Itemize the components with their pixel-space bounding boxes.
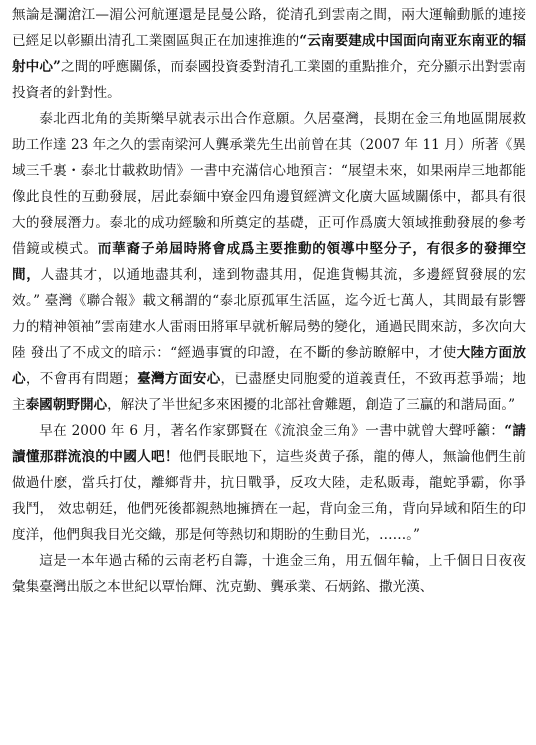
paragraph-2-bold-leaders: 而華裔子弟屆時將會成爲主要推動的領導中堅分子，有很多的發揮空間， bbox=[12, 241, 527, 283]
paragraph-2-bold-taiwan: 臺灣方面安心 bbox=[136, 371, 221, 387]
paragraph-1-bold-quote: “云南要建成中国面向南亚东南亚的辐射中心” bbox=[12, 33, 527, 75]
paragraph-1-text-end: 之間的呼應關係，而泰國投資委對清孔工業園的重點推介，充分顯示出對雲南投資者的針對性。 bbox=[12, 59, 527, 101]
paragraph-2-text-end: ，解決了半世紀多來困擾的北部社會難題，創造了三贏的和諧局面。” bbox=[107, 397, 516, 413]
paragraph-3-text: 早在 2000 年 6 月，著名作家鄧賢在《流浪金三角》一書中就曾大聲呼籲： bbox=[39, 423, 505, 439]
paragraph-1 bbox=[12, 2, 526, 106]
paragraph-3 bbox=[12, 418, 526, 548]
paragraph-1-text: 無論是瀾滄江—湄公河航運還是昆曼公路，從清孔到雲南之間，兩大運輸動脈的連接已經足以彰顯出清孔工業園區與正在加速推進的 bbox=[12, 7, 526, 49]
paragraph-3-text-end: 他們長眠地下，這些炎黄子孫，龍的傳人，無論他們生前做過什麽，當兵打仗，離鄉背井，抗日戰爭，反攻大陸，走私販毒，龍蛇爭霸，你爭我鬥， 效忠朝廷，他們死後都親熱地擁擠在一起，背向金三角，背向异域和陌生的印度洋，他們與我目光交織，那是何等熱切和期盼的生動目光，……。” bbox=[12, 449, 527, 543]
paragraph-2-text-middle: 人盡其才，以通地盡其利，達到物盡其用，促進貨暢其流，多邊經貿發展的宏效。” 臺灣《聯合報》載文稱謂的“泰北原孤軍生活區，迄今近七萬人，其間最有影響力的精神領袖”雲南建水人雷雨田將軍早就析解局勢的變化，通過民間來訪，多次向大陸 發出了不成文的暗示：“經過事實的印證，在不斷的參訪瞭解中，才使 bbox=[12, 267, 527, 361]
paragraph-2 bbox=[12, 106, 526, 418]
paragraph-2-text-sep-1: ，不會再有問題； bbox=[25, 371, 137, 387]
document-page bbox=[12, 2, 526, 600]
paragraph-2-bold-mainland: 大陸方面放心 bbox=[12, 345, 526, 387]
paragraph-2-text: 泰北西北角的美斯樂早就表示出合作意願。久居臺灣，長期在金三角地區開展救助工作達 23 年之久的雲南梁河人龔承業先生出前曾在其（2007 年 11 月）所著《異域三千裏・泰北廿載救助情》一書中充滿信心地預言：“展望未來，如果兩岸三地都能像此良性的互動發展，居此泰緬中寮金四角邊貿經濟文化廣大區域關係中，都具有很大的發展潛力。泰北的成功經驗和所奠定的基礎，正可作爲廣大領域推動發展的參考借鏡或模式。 bbox=[12, 111, 526, 257]
paragraph-2-text-sep-2: ，已盡歷史同胞愛的道義責任，不致再惹爭端；地主 bbox=[12, 371, 527, 413]
paragraph-4 bbox=[12, 548, 526, 600]
paragraph-2-bold-thailand: 泰國朝野開心 bbox=[25, 397, 108, 413]
paragraph-4-text: 這是一本年過古稀的云南老朽自籌，十進金三角，用五個年輪，上千個日日夜夜彙集臺灣出版之本世紀以覃怡輝、沈克勤、龔承業、石炳銘、撒光漢、 bbox=[12, 553, 526, 595]
paragraph-3-bold-appeal: “請讀懂那群流浪的中國人吧！ bbox=[12, 423, 526, 465]
